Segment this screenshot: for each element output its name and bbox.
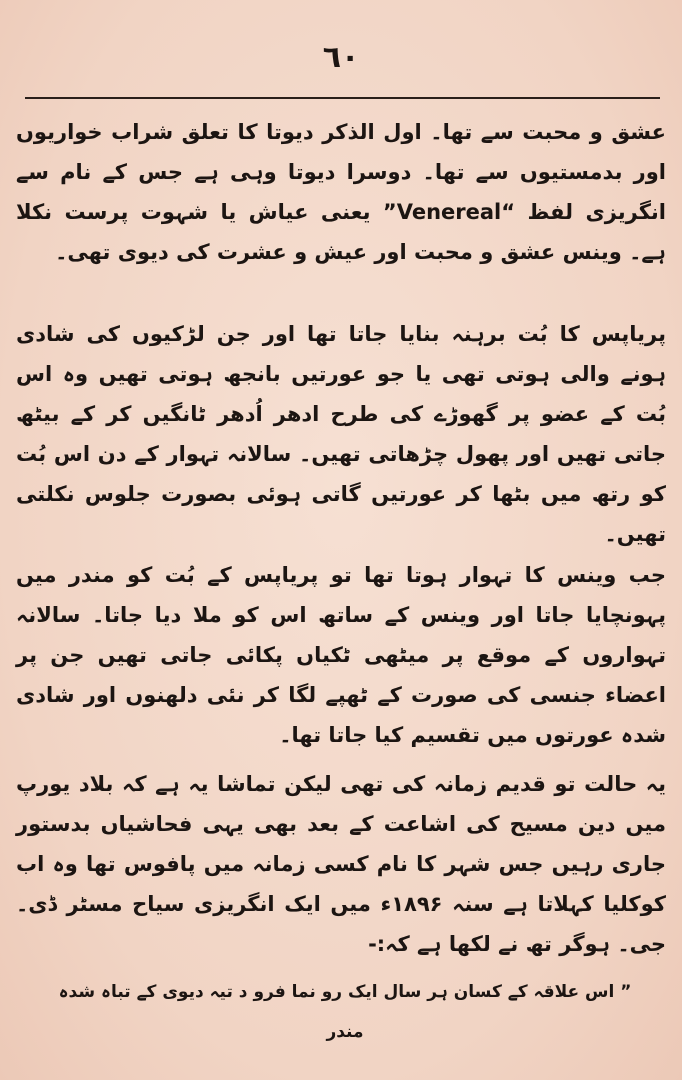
paragraph-3: جب وینس کا تہوار ہوتا تھا تو پریاپس کے بُت کو مندر میں پہونچایا جاتا اور وینس کے ساتھ اس کو ملا دیا جاتا۔ سالانہ تہواروں کے موقع پر میٹھی ٹکیاں پکائی جاتی تھیں جن پر اعضاء جنسی کی صورت کے ٹھپے لگا کر نئی دلھنوں اور شادی شدہ عورتوں میں تقسیم کیا جاتا تھا۔ — [16, 563, 666, 747]
quoted-passage: ” اس علاقہ کے کسان ہر سال ایک رو نما فرو د تیہ دیوی کے تباہ شدہ مندر — [58, 982, 632, 1042]
paragraph-1: عشق و محبت سے تھا۔ اول الذکر دیوتا کا تعلق شراب خواریوں اور بدمستیوں سے تھا۔ دوسرا دیوتا وہی ہے جس کے نام سے انگریزی لفظ “Venereal” یعنی عیاش یا شہوت پرست نکلا ہے۔ وینس عشق و محبت اور عیش و عشرت کی دیوی تھی۔ — [16, 120, 666, 264]
paragraph-2: پریاپس کا بُت برہنہ بنایا جاتا تھا اور جن لڑکیوں کی شادی ہونے والی ہوتی تھی یا جو عورتیں بانجھ ہوتی تھیں وہ اس بُت کے عضو پر گھوڑے کی طرح ادھر اُدھر ٹانگیں کر کے بیٹھ جاتی تھیں اور پھول چڑھاتی تھیں۔ سالانہ تہوار کے دن اس بُت کو رتھ میں بٹھا کر عورتیں گاتی ہوئی بصورت جلوس نکلتی تھیں۔ — [16, 322, 666, 546]
page-number: ٦٠ — [322, 40, 360, 75]
header-rule — [25, 97, 660, 99]
paragraph-4: یہ حالت تو قدیم زمانہ کی تھی لیکن تماشا یہ ہے کہ بلاد یورپ میں دین مسیح کی اشاعت کے بعد بھی یہی فحاشیاں بدستور جاری رہیں جس شہر کا نام کسی زمانہ میں پافوس تھا وہ اب کوکلیا کہلاتا ہے سنہ ۱۸۹۶ء میں ایک انگریزی سیاح مسٹر ڈی۔ جی۔ ہوگر تھ نے لکھا ہے کہ:- — [16, 772, 666, 956]
